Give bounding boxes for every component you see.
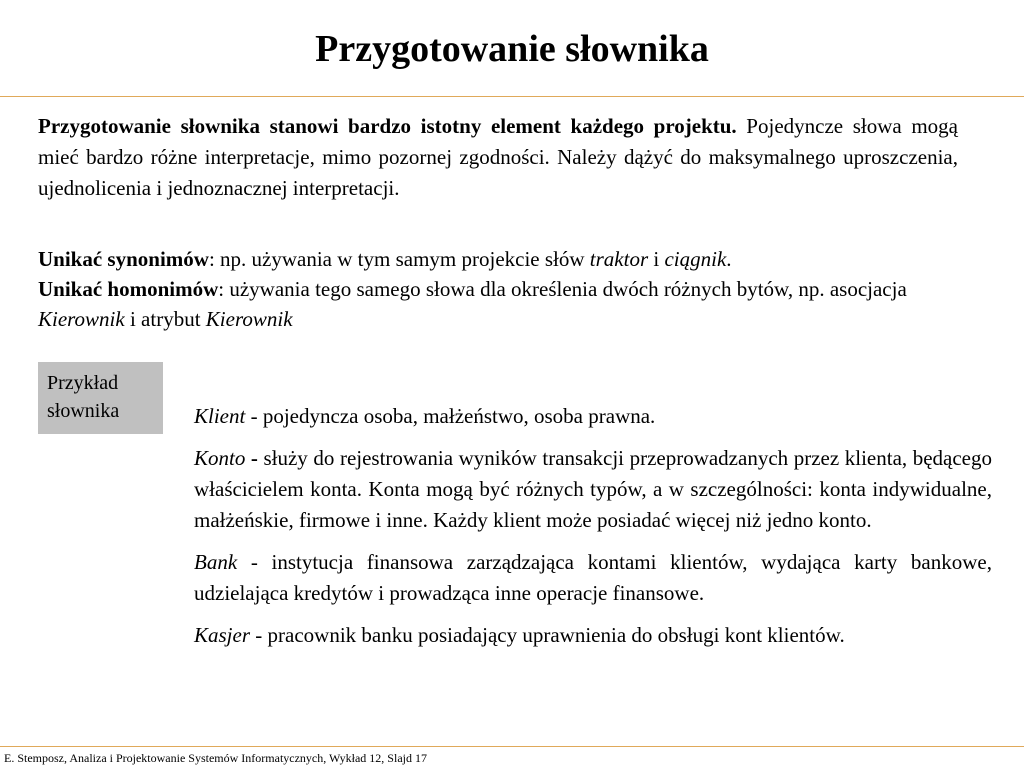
slide-title: Przygotowanie słownika — [315, 28, 709, 70]
definition-text: instytucja finansowa zarządzająca kontami klientów, wydająca karty bankowe, udzielająca kredytów i prowadząca inne operacje finansowe. — [194, 550, 992, 605]
dictionary-definitions — [194, 401, 992, 662]
dictionary-rules — [38, 244, 998, 334]
definition-term: Klient — [194, 404, 246, 428]
example-label-box — [38, 362, 163, 434]
definition-separator: - — [250, 623, 268, 647]
definition-item — [194, 620, 992, 651]
rule-synonyms-term2: ciągnik — [664, 247, 727, 271]
definition-text: pojedyncza osoba, małżeństwo, osoba prawna. — [262, 404, 656, 428]
rule-synonyms-conj: i — [648, 247, 665, 271]
rule-synonyms-text: : np. używania w tym samym projekcie słów — [208, 247, 590, 271]
definition-term: Kasjer — [194, 623, 251, 647]
rule-homonyms-conj: i atrybut — [124, 307, 206, 331]
rule-homonyms — [38, 274, 998, 334]
definition-text: pracownik banku posiadający uprawnienia do obsługi kont klientów. — [267, 623, 845, 647]
intro-bold-sentence: Przygotowanie słownika stanowi bardzo istotny element każdego projektu. — [38, 114, 737, 138]
example-label-line2: słownika — [47, 400, 120, 422]
definition-item — [194, 547, 992, 609]
rule-synonyms-term1: traktor — [589, 247, 649, 271]
definition-separator: - — [245, 446, 264, 470]
definition-separator: - — [237, 550, 272, 574]
rule-synonyms — [38, 244, 998, 274]
rule-homonyms-text: : używania tego samego słowa dla określenia dwóch różnych bytów, np. asocjacja — [218, 277, 907, 301]
title-divider — [0, 96, 1024, 97]
definition-item — [194, 401, 992, 432]
rule-synonyms-end: . — [726, 247, 732, 271]
definition-separator: - — [245, 404, 263, 428]
rule-homonyms-term1: Kierownik — [38, 307, 125, 331]
intro-paragraph — [38, 111, 958, 204]
definition-term: Bank — [194, 550, 238, 574]
intro-rest: Pojedyncze słowa mogą mieć bardzo różne interpretacje, mimo pozornej zgodności. Należy dążyć do maksymalnego uproszczenia, ujednolicenia i jednoznacznej interpretacji. — [38, 114, 958, 200]
footer-divider — [0, 746, 1024, 747]
definition-text: służy do rejestrowania wyników transakcji przeprowadzanych przez klienta, będącego właścicielem konta. Konta mogą być różnych typów, a w szczególności: konta indywidualne, małżeńskie, firmowe i inne. Każdy klient może posiadać więcej niż jedno konto. — [194, 446, 992, 532]
slide-footer: E. Stemposz, Analiza i Projektowanie Systemów Informatycznych, Wykład 12, Slajd 17 — [4, 751, 427, 765]
rule-synonyms-label: Unikać synonimów — [38, 247, 209, 271]
example-label-line1: Przykład — [47, 372, 119, 394]
rule-homonyms-term2: Kierownik — [205, 307, 293, 331]
rule-homonyms-label: Unikać homonimów — [38, 277, 219, 301]
definition-term: Konto — [194, 446, 246, 470]
definition-item — [194, 443, 992, 536]
